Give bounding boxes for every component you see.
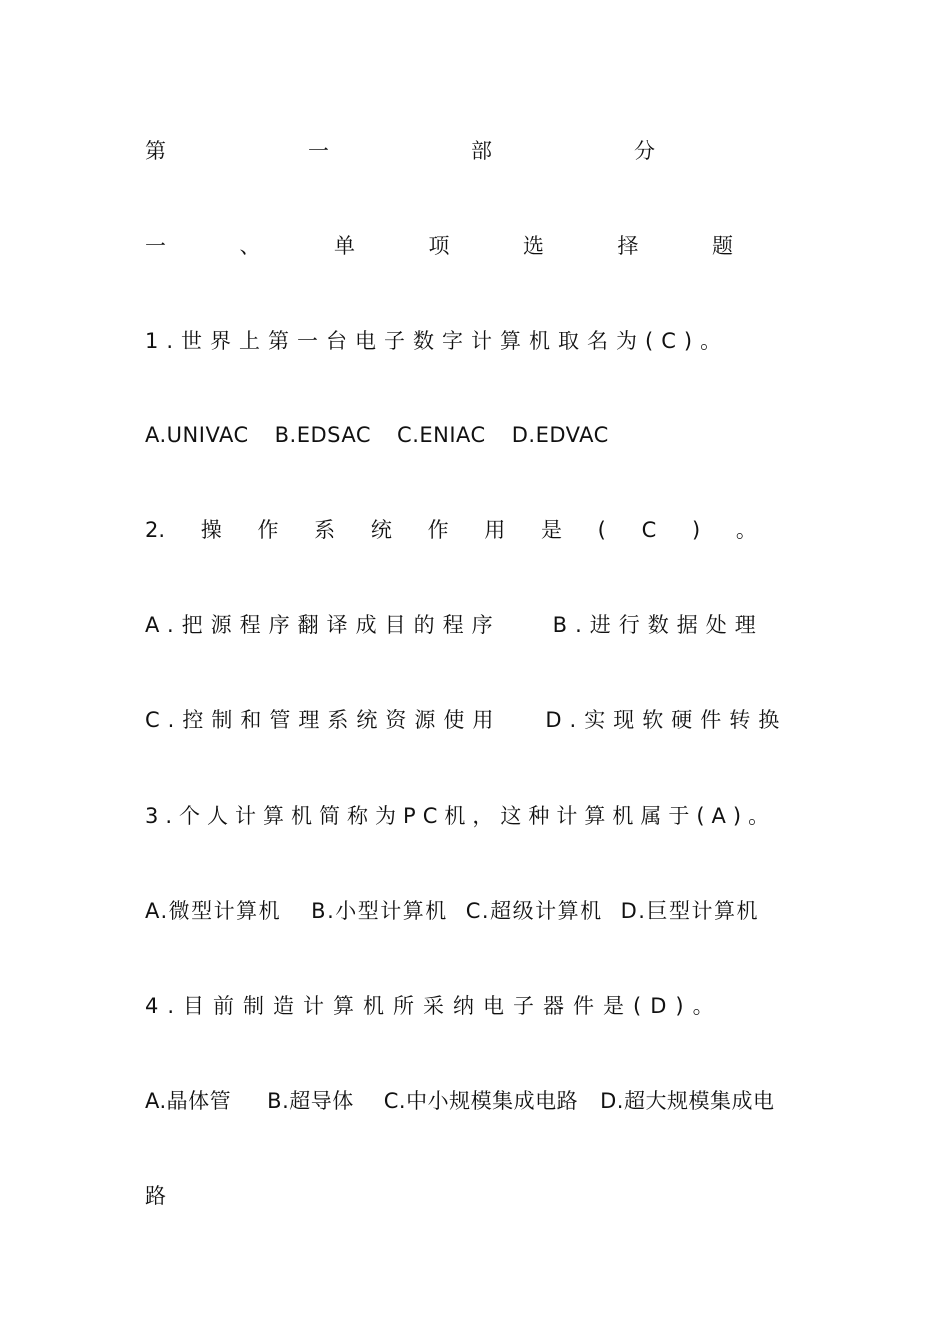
option-b: B.进行数据处理 xyxy=(552,613,764,637)
part-title-char: 分 xyxy=(634,139,655,163)
option-a: A.把源程序翻译成目的程序 xyxy=(145,613,501,637)
option-d: D.EDVAC xyxy=(511,423,609,447)
option-b: B.超导体 xyxy=(267,1089,354,1113)
section-title xyxy=(145,228,733,264)
option-b: B.EDSAC xyxy=(274,423,372,447)
option-c: C.超级计算机 xyxy=(465,899,603,923)
stem-char: 作 xyxy=(257,518,279,542)
option-a: A.晶体管 xyxy=(145,1089,232,1113)
option-c: C.ENIAC xyxy=(397,423,486,447)
part-title-char: 第 xyxy=(145,139,166,163)
question-2-stem xyxy=(145,512,757,548)
stem-char: 是 xyxy=(540,518,562,542)
section-title-char: 题 xyxy=(712,234,733,258)
option-a: A.微型计算机 xyxy=(145,899,282,923)
option-d: D.巨型计算机 xyxy=(620,899,759,923)
option-b: B.小型计算机 xyxy=(311,899,448,923)
stem-char: 统 xyxy=(370,518,392,542)
part-title-char: 一 xyxy=(308,139,329,163)
stem-char: 用 xyxy=(484,518,506,542)
section-title-char: 项 xyxy=(428,234,450,258)
question-4-stem: 4.目前制造计算机所采纳电子器件是(D)。 xyxy=(145,994,723,1018)
stem-char: 。 xyxy=(735,518,757,542)
option-d: D.超大规模集成电 xyxy=(600,1089,775,1113)
part-title-char: 部 xyxy=(471,139,492,163)
section-title-char: 选 xyxy=(523,234,544,258)
question-1-stem: 1.世界上第一台电子数字计算机取名为(C)。 xyxy=(145,329,730,353)
stem-char: ) xyxy=(691,518,701,542)
question-2-options-line-1 xyxy=(145,607,810,643)
option-d: D.实现软硬件转换 xyxy=(545,708,788,732)
section-title-char: 一 xyxy=(145,234,166,258)
stem-char: 2. xyxy=(145,518,166,542)
stem-char: 系 xyxy=(314,518,336,542)
section-title-char: 、 xyxy=(239,234,261,258)
section-title-char: 单 xyxy=(334,234,355,258)
question-3-options xyxy=(145,893,810,929)
option-c: C.控制和管理系统资源使用 xyxy=(145,708,502,732)
section-title-char: 择 xyxy=(617,234,639,258)
stem-char: C xyxy=(641,518,657,542)
question-2-options-line-2 xyxy=(145,702,810,738)
option-c: C.中小规模集成电路 xyxy=(383,1089,579,1113)
question-4-options xyxy=(145,1083,810,1119)
stem-char: 作 xyxy=(427,518,449,542)
option-a: A.UNIVAC xyxy=(145,423,249,447)
question-3-stem: 3.个人计算机简称为PC机，这种计算机属于(A)。 xyxy=(145,804,777,828)
question-1-options xyxy=(145,417,810,453)
stem-char: 操 xyxy=(200,518,222,542)
stem-char: ( xyxy=(597,518,606,542)
part-title xyxy=(145,133,655,169)
question-4-options-wrap: 路 xyxy=(145,1184,166,1208)
